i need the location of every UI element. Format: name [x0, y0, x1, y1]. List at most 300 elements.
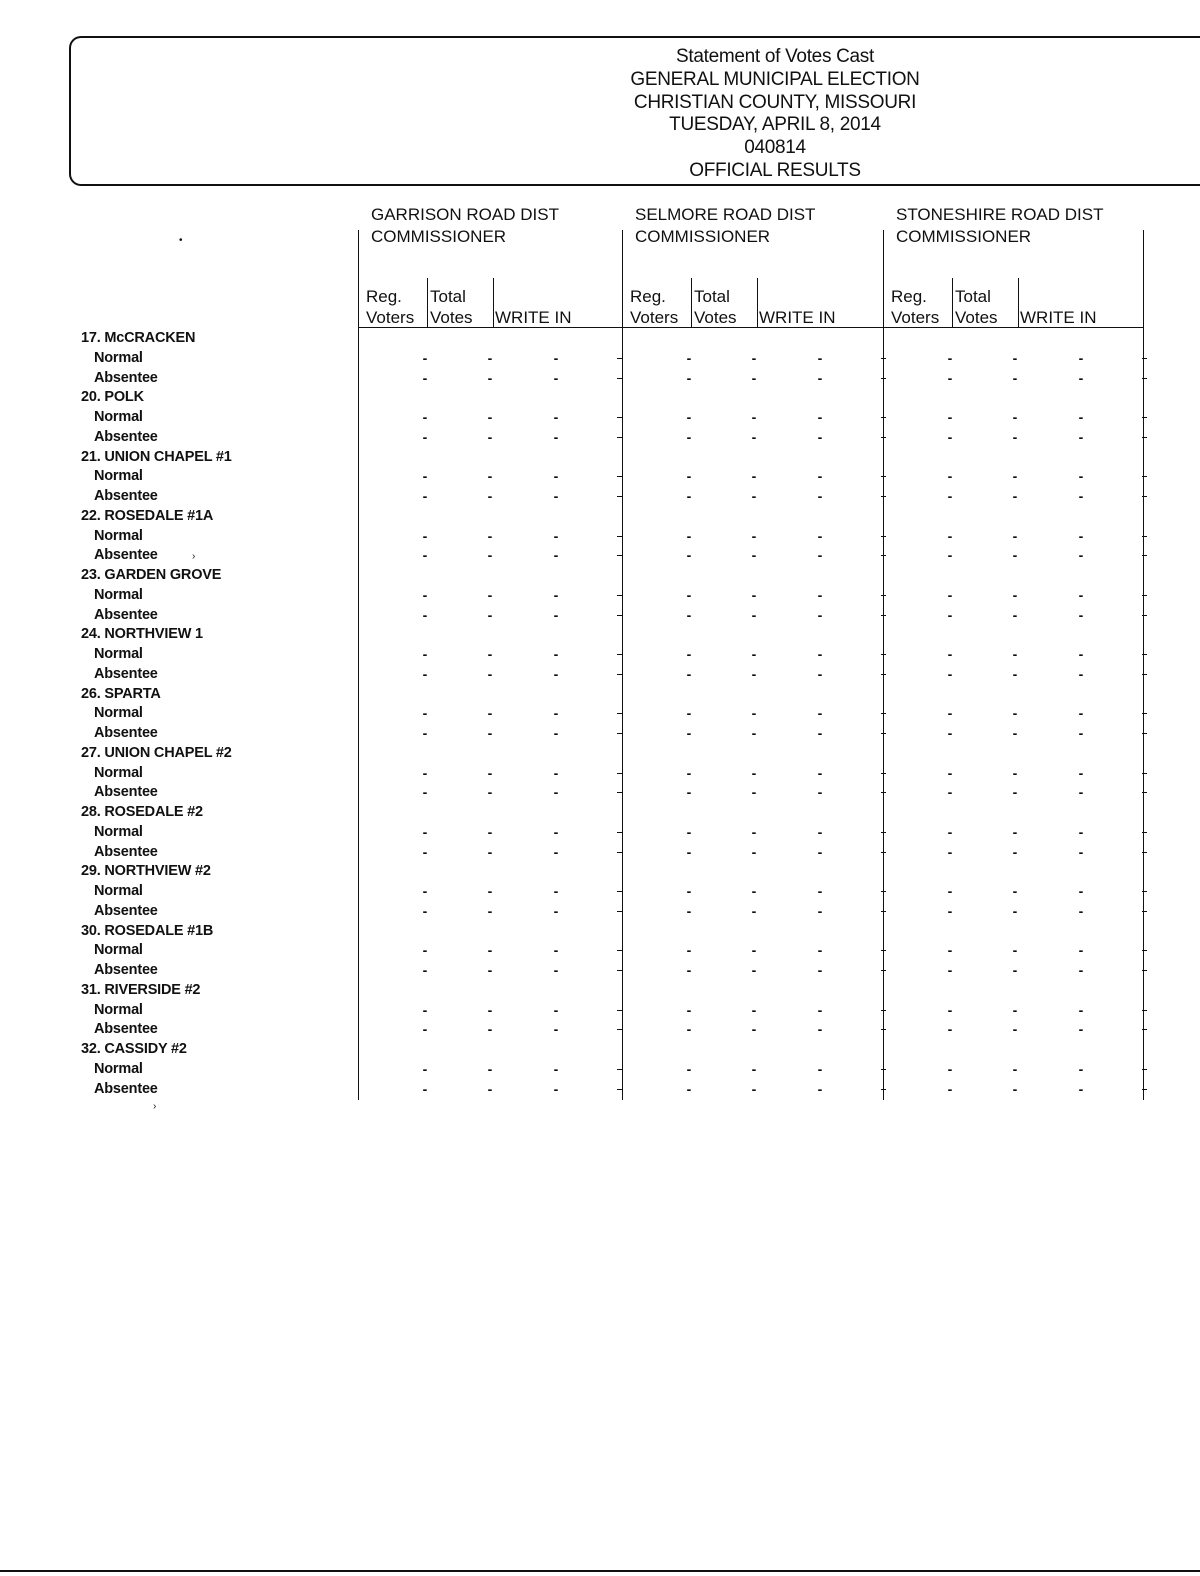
- cell-value: -: [1078, 369, 1084, 386]
- row-tick: [617, 792, 622, 793]
- cell-value: -: [553, 547, 559, 564]
- cell-value: -: [947, 962, 953, 978]
- cell-value: -: [751, 883, 757, 899]
- cell-value: -: [487, 606, 493, 623]
- row-tick: [1142, 555, 1147, 556]
- row-tick: [881, 1089, 886, 1090]
- cell-value: -: [487, 764, 493, 781]
- cell-value: -: [751, 527, 757, 544]
- cell-value: -: [422, 606, 428, 623]
- row-tick: [617, 437, 622, 438]
- column-total-votes: Total: [430, 287, 466, 306]
- cell-value: -: [751, 784, 757, 801]
- row-tick: [1142, 773, 1147, 774]
- cell-value: -: [553, 606, 559, 623]
- row-tick: [881, 476, 886, 477]
- row-type-label: Absentee: [94, 725, 158, 741]
- cell-value: -: [751, 1080, 757, 1097]
- row-type-label: Absentee: [94, 428, 158, 445]
- cell-value: -: [487, 1080, 493, 1097]
- cell-value: -: [553, 1021, 559, 1038]
- row-tick: [881, 417, 886, 418]
- cell-value: -: [751, 725, 757, 741]
- cell-value: -: [487, 409, 493, 425]
- cell-value: -: [751, 942, 757, 959]
- cell-value: -: [1012, 883, 1018, 899]
- cell-value: -: [686, 606, 692, 623]
- cell-value: -: [947, 883, 953, 899]
- cell-value: -: [947, 725, 953, 741]
- column-write-in: WRITE IN: [495, 308, 572, 327]
- row-type-label: Normal: [94, 705, 143, 722]
- cell-value: -: [422, 646, 428, 662]
- cell-value: -: [947, 1021, 953, 1038]
- cell-value: -: [487, 428, 493, 445]
- row-type-label: Absentee: [94, 784, 158, 801]
- cell-value: -: [947, 547, 953, 564]
- row-tick: [881, 378, 886, 379]
- cell-value: -: [751, 606, 757, 623]
- cell-value: -: [686, 843, 692, 860]
- cell-value: -: [553, 349, 559, 366]
- cell-value: -: [422, 843, 428, 860]
- row-tick: [617, 733, 622, 734]
- row-tick: [881, 536, 886, 537]
- page-bottom-rule: [0, 1570, 1200, 1572]
- row-tick: [1142, 674, 1147, 675]
- row-type-label: Absentee: [94, 1021, 158, 1038]
- row-tick: [1142, 733, 1147, 734]
- cell-value: -: [751, 1060, 757, 1077]
- cell-value: -: [422, 369, 428, 386]
- column-reg-voters: Reg.: [366, 287, 402, 306]
- row-tick: [1142, 496, 1147, 497]
- cell-value: -: [553, 409, 559, 425]
- cell-value: -: [686, 369, 692, 386]
- row-tick: [617, 615, 622, 616]
- cell-value: -: [422, 527, 428, 544]
- row-tick: [1142, 378, 1147, 379]
- cell-value: -: [1012, 369, 1018, 386]
- cell-value: -: [751, 1021, 757, 1038]
- cell-value: -: [553, 902, 559, 919]
- cell-value: -: [1078, 942, 1084, 959]
- cell-value: -: [1012, 646, 1018, 662]
- cell-value: -: [422, 586, 428, 603]
- cell-value: -: [1078, 665, 1084, 682]
- election-code: 040814: [744, 137, 806, 159]
- cell-value: -: [553, 527, 559, 544]
- cell-value: -: [1012, 942, 1018, 959]
- office-title: STONESHIRE ROAD DIST: [896, 205, 1104, 224]
- cell-value: -: [751, 547, 757, 564]
- cell-value: -: [817, 843, 823, 860]
- cell-value: -: [1012, 823, 1018, 840]
- cell-value: -: [1078, 823, 1084, 840]
- cell-value: -: [422, 468, 428, 485]
- cell-value: -: [947, 1080, 953, 1097]
- cell-value: -: [817, 349, 823, 366]
- cell-value: -: [1078, 428, 1084, 445]
- cell-value: -: [751, 468, 757, 485]
- cell-value: -: [947, 902, 953, 919]
- cell-value: -: [817, 409, 823, 425]
- row-tick: [617, 773, 622, 774]
- row-tick: [881, 1069, 886, 1070]
- cell-value: -: [553, 1080, 559, 1097]
- cell-value: -: [422, 1060, 428, 1077]
- cell-value: -: [751, 902, 757, 919]
- cell-value: -: [1078, 1001, 1084, 1018]
- cell-value: -: [553, 468, 559, 485]
- cell-value: -: [947, 646, 953, 662]
- cell-value: -: [422, 823, 428, 840]
- cell-value: -: [686, 468, 692, 485]
- cell-value: -: [422, 1001, 428, 1018]
- office-separator: [622, 230, 623, 1100]
- precinct-name: 17. McCRACKEN: [81, 330, 196, 346]
- row-tick: [617, 476, 622, 477]
- row-tick: [881, 852, 886, 853]
- cell-value: -: [1078, 843, 1084, 860]
- cell-value: -: [686, 902, 692, 919]
- row-tick: [1142, 536, 1147, 537]
- cell-value: -: [487, 843, 493, 860]
- row-tick: [881, 555, 886, 556]
- row-tick: [1142, 1010, 1147, 1011]
- row-tick: [881, 1029, 886, 1030]
- column-reg-voters: Reg.: [891, 287, 927, 306]
- cell-value: -: [686, 1060, 692, 1077]
- precinct-name: 28. ROSEDALE #2: [81, 804, 203, 820]
- row-tick: [1142, 595, 1147, 596]
- cell-value: -: [553, 665, 559, 682]
- cell-value: -: [1078, 606, 1084, 623]
- precinct-name: 29. NORTHVIEW #2: [81, 863, 211, 880]
- row-tick: [881, 1010, 886, 1011]
- row-type-label: Normal: [94, 942, 143, 959]
- row-tick: [1142, 891, 1147, 892]
- row-tick: [881, 595, 886, 596]
- row-tick: [881, 792, 886, 793]
- cell-value: -: [751, 409, 757, 425]
- cell-value: -: [553, 962, 559, 978]
- cell-value: -: [686, 586, 692, 603]
- cell-value: -: [1078, 488, 1084, 504]
- row-tick: [1142, 1089, 1147, 1090]
- cell-value: -: [1012, 547, 1018, 564]
- cell-value: -: [487, 646, 493, 662]
- row-tick: [881, 358, 886, 359]
- row-tick: [617, 832, 622, 833]
- election-date: TUESDAY, APRIL 8, 2014: [669, 114, 881, 136]
- cell-value: -: [553, 369, 559, 386]
- cell-value: -: [1012, 606, 1018, 623]
- row-tick: [1142, 713, 1147, 714]
- cell-value: -: [1012, 527, 1018, 544]
- column-separator: [1018, 278, 1019, 327]
- cell-value: -: [751, 488, 757, 504]
- cell-value: -: [422, 1080, 428, 1097]
- row-tick: [617, 713, 622, 714]
- precinct-name: 30. ROSEDALE #1B: [81, 922, 214, 939]
- cell-value: -: [947, 823, 953, 840]
- cell-value: -: [947, 764, 953, 781]
- column-reg-voters: Reg.: [630, 287, 666, 306]
- cell-value: -: [751, 823, 757, 840]
- cell-value: -: [487, 705, 493, 722]
- precinct-name: 21. UNION CHAPEL #1: [81, 448, 232, 465]
- precinct-name: 23. GARDEN GROVE: [81, 567, 222, 583]
- cell-value: -: [1012, 586, 1018, 603]
- row-tick: [617, 970, 622, 971]
- row-type-label: Normal: [94, 586, 143, 603]
- row-tick: [1142, 1069, 1147, 1070]
- cell-value: -: [487, 586, 493, 603]
- row-type-label: Normal: [94, 349, 143, 366]
- row-type-label: Normal: [94, 1060, 143, 1077]
- cell-value: -: [553, 883, 559, 899]
- cell-value: -: [751, 764, 757, 781]
- cell-value: -: [487, 1021, 493, 1038]
- office-title: GARRISON ROAD DIST: [371, 205, 559, 224]
- cell-value: -: [751, 705, 757, 722]
- cell-value: -: [751, 586, 757, 603]
- cell-value: -: [817, 705, 823, 722]
- column-separator: [427, 278, 428, 327]
- row-tick: [881, 437, 886, 438]
- cell-value: -: [817, 883, 823, 899]
- cell-value: -: [487, 488, 493, 504]
- row-tick: [881, 674, 886, 675]
- precinct-name: 24. NORTHVIEW 1: [81, 626, 203, 643]
- row-tick: [617, 536, 622, 537]
- row-tick: [881, 832, 886, 833]
- cell-value: -: [1012, 349, 1018, 366]
- cell-value: -: [947, 586, 953, 603]
- cell-value: -: [487, 468, 493, 485]
- row-tick: [617, 378, 622, 379]
- cell-value: -: [1078, 349, 1084, 366]
- office-subtitle: COMMISSIONER: [896, 227, 1032, 246]
- precinct-name: 31. RIVERSIDE #2: [81, 981, 201, 998]
- cell-value: -: [686, 547, 692, 564]
- column-reg-voters: Voters: [366, 308, 415, 327]
- cell-value: -: [817, 1021, 823, 1038]
- column-total-votes: Votes: [694, 308, 737, 327]
- precinct-name: 27. UNION CHAPEL #2: [81, 744, 232, 761]
- cell-value: -: [1012, 665, 1018, 682]
- row-tick: [1142, 852, 1147, 853]
- cell-value: -: [817, 1080, 823, 1097]
- cell-value: -: [817, 665, 823, 682]
- cell-value: -: [1012, 409, 1018, 425]
- cell-value: -: [553, 428, 559, 445]
- cell-value: -: [947, 428, 953, 445]
- cell-value: -: [487, 1001, 493, 1018]
- cell-value: -: [947, 488, 953, 504]
- row-tick: [881, 654, 886, 655]
- cell-value: -: [487, 883, 493, 899]
- cell-value: -: [1012, 468, 1018, 485]
- cell-value: -: [422, 488, 428, 504]
- column-separator: [691, 278, 692, 327]
- cell-value: -: [422, 665, 428, 682]
- precinct-name: 26. SPARTA: [81, 685, 161, 702]
- row-tick: [617, 852, 622, 853]
- cell-value: -: [1012, 705, 1018, 722]
- cell-value: -: [1012, 962, 1018, 978]
- cell-value: -: [817, 902, 823, 919]
- row-type-label: Normal: [94, 823, 143, 840]
- cell-value: -: [751, 428, 757, 445]
- cell-value: -: [553, 488, 559, 504]
- row-type-label: Absentee: [94, 369, 158, 386]
- cell-value: -: [487, 369, 493, 386]
- cell-value: -: [487, 1060, 493, 1077]
- column-total-votes: Total: [694, 287, 730, 306]
- office-subtitle: COMMISSIONER: [635, 227, 771, 246]
- row-tick: [881, 615, 886, 616]
- row-type-label: Normal: [94, 646, 143, 662]
- cell-value: -: [1078, 1060, 1084, 1077]
- column-separator: [952, 278, 953, 327]
- cell-value: -: [947, 349, 953, 366]
- cell-value: -: [1078, 409, 1084, 425]
- cell-value: -: [947, 843, 953, 860]
- cell-value: -: [553, 764, 559, 781]
- cell-value: -: [947, 606, 953, 623]
- row-type-label: Absentee: [94, 962, 158, 978]
- stray-mark: ›: [192, 551, 196, 562]
- column-total-votes: Votes: [955, 308, 998, 327]
- cell-value: -: [1078, 764, 1084, 781]
- cell-value: -: [1012, 725, 1018, 741]
- report-header: [575, 46, 975, 183]
- row-type-label: Normal: [94, 468, 143, 485]
- column-reg-voters: Voters: [891, 308, 940, 327]
- cell-value: -: [686, 428, 692, 445]
- column-total-votes: Votes: [430, 308, 473, 327]
- cell-value: -: [553, 586, 559, 603]
- row-tick: [617, 555, 622, 556]
- cell-value: -: [817, 547, 823, 564]
- cell-value: -: [947, 369, 953, 386]
- cell-value: -: [686, 883, 692, 899]
- row-type-label: Normal: [94, 409, 143, 425]
- cell-value: -: [817, 725, 823, 741]
- cell-value: -: [1078, 527, 1084, 544]
- row-tick: [881, 496, 886, 497]
- cell-value: -: [1012, 902, 1018, 919]
- cell-value: -: [1012, 428, 1018, 445]
- row-tick: [1142, 615, 1147, 616]
- row-type-label: Normal: [94, 1001, 143, 1018]
- cell-value: -: [1012, 1021, 1018, 1038]
- row-type-label: Absentee: [94, 843, 158, 860]
- county-name: CHRISTIAN COUNTY, MISSOURI: [633, 91, 917, 113]
- cell-value: -: [422, 784, 428, 801]
- cell-value: -: [686, 1080, 692, 1097]
- row-tick: [617, 1029, 622, 1030]
- cell-value: -: [553, 1001, 559, 1018]
- row-tick: [881, 891, 886, 892]
- cell-value: -: [1078, 586, 1084, 603]
- cell-value: -: [1012, 764, 1018, 781]
- column-separator: [493, 278, 494, 327]
- cell-value: -: [751, 665, 757, 682]
- cell-value: -: [1078, 725, 1084, 741]
- row-tick: [1142, 832, 1147, 833]
- cell-value: -: [751, 369, 757, 386]
- cell-value: -: [686, 764, 692, 781]
- cell-value: -: [817, 764, 823, 781]
- row-type-label: Normal: [94, 527, 143, 544]
- cell-value: -: [1078, 1021, 1084, 1038]
- cell-value: -: [422, 764, 428, 781]
- row-tick: [617, 674, 622, 675]
- row-tick: [617, 417, 622, 418]
- cell-value: -: [487, 962, 493, 978]
- cell-value: -: [422, 962, 428, 978]
- row-tick: [1142, 792, 1147, 793]
- results-status: OFFICIAL RESULTS: [689, 159, 861, 181]
- cell-value: -: [487, 665, 493, 682]
- office-separator: [358, 230, 359, 1100]
- cell-value: -: [422, 428, 428, 445]
- office-title: SELMORE ROAD DIST: [635, 205, 816, 224]
- row-tick: [1142, 970, 1147, 971]
- election-name: GENERAL MUNICIPAL ELECTION: [630, 68, 920, 90]
- cell-value: -: [487, 527, 493, 544]
- cell-value: -: [947, 665, 953, 682]
- cell-value: -: [817, 527, 823, 544]
- column-write-in: WRITE IN: [759, 308, 836, 327]
- cell-value: -: [422, 942, 428, 959]
- row-tick: [1142, 911, 1147, 912]
- row-tick: [617, 891, 622, 892]
- cell-value: -: [553, 646, 559, 662]
- row-tick: [1142, 358, 1147, 359]
- cell-value: -: [553, 725, 559, 741]
- cell-value: -: [1012, 784, 1018, 801]
- cell-value: -: [686, 488, 692, 504]
- cell-value: -: [817, 1001, 823, 1018]
- cell-value: -: [1078, 468, 1084, 485]
- row-tick: [881, 713, 886, 714]
- cell-value: -: [947, 409, 953, 425]
- row-type-label: Absentee: [94, 606, 158, 623]
- cell-value: -: [1078, 646, 1084, 662]
- cell-value: -: [422, 1021, 428, 1038]
- cell-value: -: [817, 488, 823, 504]
- cell-value: -: [553, 705, 559, 722]
- cell-value: -: [947, 942, 953, 959]
- cell-value: -: [422, 409, 428, 425]
- office-subtitle: COMMISSIONER: [371, 227, 507, 246]
- cell-value: -: [751, 349, 757, 366]
- row-tick: [881, 970, 886, 971]
- precinct-name: 22. ROSEDALE #1A: [81, 507, 214, 524]
- cell-value: -: [947, 1001, 953, 1018]
- row-tick: [617, 1010, 622, 1011]
- row-tick: [1142, 654, 1147, 655]
- row-tick: [617, 911, 622, 912]
- cell-value: -: [817, 606, 823, 623]
- cell-value: -: [947, 705, 953, 722]
- row-tick: [1142, 1029, 1147, 1030]
- cell-value: -: [1078, 784, 1084, 801]
